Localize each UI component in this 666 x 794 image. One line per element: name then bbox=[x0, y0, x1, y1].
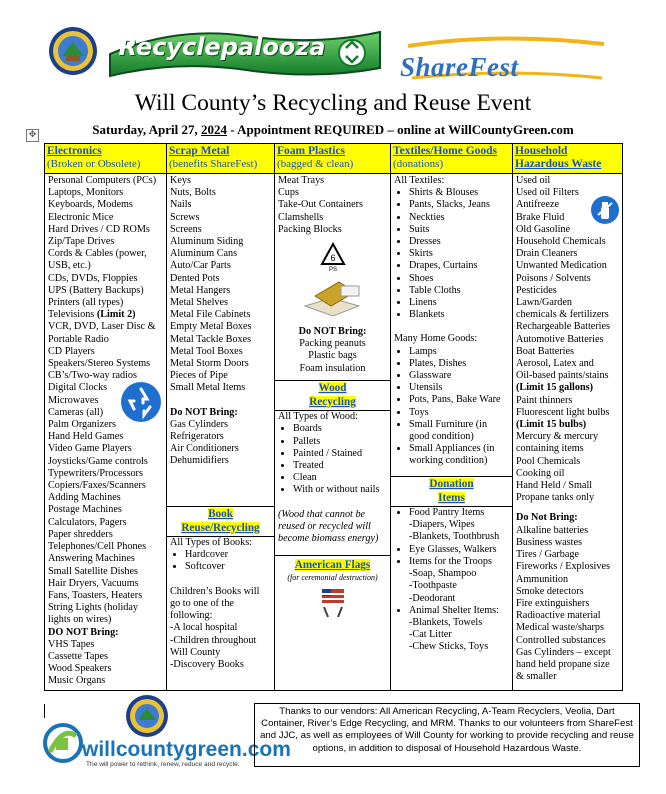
food-pantry-title: Food Pantry Items bbox=[409, 507, 485, 519]
list-item: Cooking oil bbox=[516, 467, 565, 479]
header-textiles bbox=[391, 144, 513, 174]
textiles-cell bbox=[391, 174, 513, 691]
wood-section-title bbox=[275, 381, 390, 396]
list-item: • Pants, Slacks, Jeans bbox=[409, 199, 509, 211]
list-item: Keys bbox=[170, 175, 191, 186]
list-item: Hand Held / Small bbox=[516, 480, 593, 492]
list-item: • Painted / Stained bbox=[293, 448, 387, 460]
list-item: go to one of the bbox=[170, 597, 234, 609]
list-item: Postage Machines bbox=[48, 504, 122, 516]
ps-recycle-symbol-icon bbox=[320, 242, 346, 272]
troops-lines bbox=[409, 568, 509, 605]
list-item: Household Chemicals bbox=[516, 236, 606, 248]
list-item: Calculators, Pagers bbox=[48, 516, 127, 528]
list-item: Smoke detectors bbox=[516, 585, 584, 597]
book-items bbox=[170, 549, 271, 573]
textiles-subtitle: (donations) bbox=[393, 158, 444, 170]
list-item: Fire extinguishers bbox=[516, 597, 590, 609]
list-item: • Neckties bbox=[409, 212, 509, 224]
list-item: -Diapers, Wipes bbox=[409, 519, 475, 531]
list-item: Unwanted Medication bbox=[516, 260, 607, 272]
list-item: Music Organs bbox=[48, 675, 106, 687]
book-intro: All Types of Books: bbox=[170, 537, 253, 549]
list-item: • Toys bbox=[409, 407, 509, 419]
list-item: Alkaline batteries bbox=[516, 524, 589, 536]
list-item: & smaller bbox=[516, 671, 557, 683]
list-item: Keyboards, Modems bbox=[48, 199, 133, 211]
header-hazardous bbox=[513, 144, 623, 174]
list-item bbox=[409, 556, 509, 605]
wood-title-line1: Wood bbox=[318, 381, 347, 394]
list-item: • Shoes bbox=[409, 273, 509, 285]
list-item: • Dresses bbox=[409, 236, 509, 248]
list-item: Medical waste/sharps bbox=[516, 622, 604, 634]
list-item: Packing Blocks bbox=[278, 223, 342, 235]
list-item: Automotive Batteries bbox=[516, 333, 604, 345]
list-item: Refrigerators bbox=[170, 431, 224, 443]
flag-ceremony-icon bbox=[316, 585, 350, 619]
donation-section-title bbox=[391, 477, 512, 492]
list-item: • Shirts & Blouses bbox=[409, 187, 509, 199]
textiles-title: Textiles/Home Goods bbox=[393, 145, 498, 157]
list-item: • Boards bbox=[293, 423, 387, 435]
hazardous-list-2 bbox=[516, 395, 619, 419]
list-item: Drain Cleaners bbox=[516, 248, 578, 260]
tv-limit: (Limit 2) bbox=[96, 309, 136, 321]
list-item: Video Game Players bbox=[48, 443, 132, 455]
book-title-line1: Book bbox=[208, 507, 233, 520]
header-foam-plastics bbox=[275, 144, 391, 174]
list-item: chemicals & fertilizers bbox=[516, 309, 609, 321]
list-item: Pesticides bbox=[516, 284, 557, 296]
list-item: Fireworks / Explosives bbox=[516, 561, 610, 573]
list-item: Speakers/Stereo Systems bbox=[48, 358, 151, 370]
list-item: • Plates, Dishes bbox=[409, 358, 509, 370]
list-item: Antifreeze bbox=[516, 199, 559, 211]
page-title: Will County’s Recycling and Reuse Event bbox=[134, 90, 532, 116]
list-item: Answering Machines bbox=[48, 553, 135, 565]
event-date: Saturday, April 27, bbox=[92, 122, 201, 137]
hazardous-donot-list bbox=[516, 525, 619, 684]
hazardous-title: Household bbox=[515, 145, 568, 157]
list-item: VHS Tapes bbox=[48, 638, 95, 650]
list-item: Joysticks/Game controls bbox=[48, 455, 148, 467]
list-item: Zip/Tape Drives bbox=[48, 236, 115, 248]
list-item: Hard Drives / CD ROMs bbox=[48, 223, 150, 235]
willcountygreen-emblem-icon bbox=[42, 722, 84, 764]
list-item: Mercury & mercury bbox=[516, 431, 599, 443]
hazardous-cell bbox=[513, 174, 623, 691]
home-goods-items bbox=[394, 346, 509, 468]
list-item: Used oil Filters bbox=[516, 187, 579, 199]
list-item: Laptops, Monitors bbox=[48, 187, 124, 199]
list-item: Printers (all types) bbox=[48, 297, 124, 309]
list-item: • Glassware bbox=[409, 370, 509, 382]
list-item: Will County bbox=[170, 646, 221, 658]
foam-packaging-icon bbox=[301, 276, 365, 320]
list-item: -Toothpaste bbox=[409, 580, 457, 592]
list-item: Cords & Cables (power, bbox=[48, 248, 147, 260]
list-item: -Soap, Shampoo bbox=[409, 568, 477, 580]
list-item: • Drapes, Curtains bbox=[409, 260, 509, 272]
list-item: Portable Radio bbox=[48, 333, 109, 345]
hazardous-list-3 bbox=[516, 431, 619, 504]
list-item: • Lamps bbox=[409, 346, 509, 358]
list-item: • Softcover bbox=[185, 561, 271, 573]
foam-donot-list bbox=[278, 338, 387, 375]
list-item: USB, etc.) bbox=[48, 260, 91, 272]
book-section-title-2 bbox=[167, 522, 274, 536]
electronics-list bbox=[48, 175, 163, 309]
limit-15-gallons: (Limit 15 gallons) bbox=[516, 382, 593, 394]
donation-title-line2: Items bbox=[438, 491, 465, 504]
list-item: UPS (Battery Backups) bbox=[48, 284, 144, 296]
donation-title-line1: Donation bbox=[429, 477, 474, 490]
list-item: -Blankets, Toothbrush bbox=[409, 531, 500, 543]
wood-note: (Wood that cannot be reused or recycled will become biomass energy) bbox=[278, 508, 379, 545]
list-item: Nails bbox=[170, 199, 192, 211]
list-item: Copiers/Faxes/Scanners bbox=[48, 480, 146, 492]
list-item: Palm Organizers bbox=[48, 419, 116, 431]
book-lines bbox=[170, 586, 271, 671]
list-item: Fans, Toasters, Heaters bbox=[48, 589, 143, 601]
list-item: • Treated bbox=[293, 460, 387, 472]
list-item: Foam insulation bbox=[299, 362, 366, 374]
list-item: Meat Trays bbox=[278, 175, 325, 186]
list-item: Wood Speakers bbox=[48, 663, 112, 675]
scrap-donot-title: Do NOT Bring: bbox=[170, 406, 238, 418]
list-item: Screws bbox=[170, 211, 200, 223]
list-item: String Lights (holiday bbox=[48, 602, 138, 614]
event-subtitle bbox=[0, 122, 666, 138]
list-item: • Small Furniture (in good condition) bbox=[409, 419, 509, 443]
list-item: • Pallets bbox=[293, 436, 387, 448]
flags-section-title bbox=[275, 556, 390, 573]
list-item: Aerosol, Latex and bbox=[516, 358, 594, 370]
book-section-title bbox=[167, 507, 274, 522]
scrap-list bbox=[170, 175, 271, 395]
ps-label: PS bbox=[328, 267, 337, 273]
hazardous-donot-title: Do Not Bring: bbox=[516, 512, 578, 524]
flags-subtitle: (for ceremonial destruction) bbox=[287, 573, 378, 583]
sharefest-logo-text: ShareFest bbox=[400, 52, 519, 82]
list-item: • Small Appliances (in working condition) bbox=[409, 443, 509, 467]
list-item: • Utensils bbox=[409, 382, 509, 394]
ps-number: 6 bbox=[329, 253, 336, 264]
table-move-handle-icon[interactable]: ✥ bbox=[26, 129, 39, 142]
list-item: Hand Held Games bbox=[48, 431, 124, 443]
wood-title-line2: Recycling bbox=[309, 396, 356, 409]
recyclepalooza-logo-text: Recyclepalooza bbox=[118, 33, 326, 61]
list-item: Dehumidifiers bbox=[170, 455, 229, 467]
list-item: -Cat Litter bbox=[409, 629, 452, 641]
list-item: Digital Clocks bbox=[48, 382, 108, 394]
list-item: Plastic bags bbox=[308, 350, 357, 362]
list-item: Metal Hangers bbox=[170, 284, 231, 296]
wood-intro: All Types of Wood: bbox=[278, 411, 358, 423]
list-item: Cassette Tapes bbox=[48, 650, 108, 662]
list-item: -Discovery Books bbox=[170, 658, 244, 670]
foam-subtitle: (bagged & clean) bbox=[277, 158, 354, 170]
list-item: Air Conditioners bbox=[170, 443, 239, 455]
electronics-title: Electronics bbox=[47, 145, 102, 157]
list-item: • Linens bbox=[409, 297, 509, 309]
flags-title: American Flags bbox=[294, 559, 371, 572]
electronics-donot-list bbox=[48, 639, 163, 688]
list-item: Paint thinners bbox=[516, 394, 573, 406]
recycle-icon bbox=[120, 381, 162, 423]
hazardous-title-2: Hazardous Waste bbox=[515, 158, 602, 170]
list-item: Telephones/Cell Phones bbox=[48, 541, 147, 553]
list-item: Personal Computers (PCs) bbox=[48, 175, 157, 186]
list-item: • Table Cloths bbox=[409, 285, 509, 297]
list-item: • Clean bbox=[293, 472, 387, 484]
list-item: Gas Cylinders bbox=[170, 418, 229, 430]
list-item: Metal File Cabinets bbox=[170, 309, 251, 321]
textile-items bbox=[394, 187, 509, 321]
limit-15-bulbs: (Limit 15 bulbs) bbox=[516, 419, 587, 431]
header-electronics bbox=[45, 144, 167, 174]
scrap-title: Scrap Metal bbox=[169, 145, 230, 157]
list-item: Business wastes bbox=[516, 536, 582, 548]
list-item: Oil-based paints/stains bbox=[516, 370, 609, 382]
list-item: • With or without nails bbox=[293, 484, 387, 496]
list-item: -Children throughout bbox=[170, 634, 257, 646]
list-item: • Pots, Pans, Bake Ware bbox=[409, 394, 509, 406]
list-item: Nuts, Bolts bbox=[170, 187, 216, 199]
list-item: Clamshells bbox=[278, 211, 324, 223]
troops-title: Items for the Troops bbox=[409, 555, 492, 567]
recycling-table bbox=[44, 143, 623, 691]
list-item: -A local hospital bbox=[170, 622, 238, 634]
list-item: Auto/Car Parts bbox=[170, 260, 231, 272]
list-item: Aluminum Cans bbox=[170, 248, 238, 260]
list-item: Microwaves bbox=[48, 394, 99, 406]
header-scrap-metal bbox=[167, 144, 275, 174]
foam-cell bbox=[275, 174, 391, 691]
list-item: Children’s Books will bbox=[170, 585, 260, 597]
list-item: Dented Pots bbox=[170, 272, 220, 284]
list-item: Aluminum Siding bbox=[170, 236, 244, 248]
list-item: -Chew Sticks, Toys bbox=[409, 641, 489, 653]
list-item: • Eye Glasses, Walkers bbox=[409, 544, 509, 556]
list-item: Pieces of Pipe bbox=[170, 370, 228, 382]
list-item: Gas Cylinders – except bbox=[516, 646, 611, 658]
list-item: Screens bbox=[170, 223, 202, 235]
list-item: VCR, DVD, Laser Disc & bbox=[48, 321, 156, 333]
list-item: CB’s/Two-way radios bbox=[48, 370, 137, 382]
list-item: Boat Batteries bbox=[516, 345, 574, 357]
list-item: Small Metal Items bbox=[170, 382, 246, 394]
foam-title: Foam Plastics bbox=[277, 145, 346, 157]
list-item: Lawn/Garden bbox=[516, 297, 573, 309]
list-item: Used oil bbox=[516, 175, 551, 186]
book-title-line2: Reuse/Recycling bbox=[181, 521, 260, 534]
shelter-title: Animal Shelter Items: bbox=[409, 604, 499, 616]
list-item: Typewriters/Processors bbox=[48, 467, 143, 479]
list-item: Empty Metal Boxes bbox=[170, 321, 252, 333]
food-pantry-lines bbox=[409, 519, 509, 543]
list-item: hand held propane size bbox=[516, 658, 610, 670]
electronics-subtitle: (Broken or Obsolete) bbox=[47, 158, 141, 170]
donation-section-title-2 bbox=[391, 492, 512, 506]
list-item: Rechargeable Batteries bbox=[516, 321, 611, 333]
list-item: Radioactive material bbox=[516, 610, 601, 622]
foam-list bbox=[278, 175, 387, 236]
wood-section-title-2 bbox=[275, 396, 390, 410]
donation-items bbox=[394, 507, 509, 653]
shelter-lines bbox=[409, 617, 509, 654]
electronics-cell bbox=[45, 174, 167, 691]
list-item: Old Gasoline bbox=[516, 223, 571, 235]
thank-you-note: Thanks to our vendors: All American Recycling, A-Team Recyclers, Veolia, Dart Container, River’s Edge Recycling, and MRM. Thanks to our volunteers from ShareFest and JJC, as well as employees of Will County for working to provide recycling and reuse options, in addition to disposal of Household Hazardous Waste. bbox=[254, 703, 640, 767]
list-item: Propane tanks only bbox=[516, 492, 595, 504]
list-item: Small Satellite Dishes bbox=[48, 565, 138, 577]
foam-donot-title: Do NOT Bring: bbox=[298, 326, 367, 338]
list-item: containing items bbox=[516, 443, 584, 455]
list-item bbox=[409, 507, 509, 544]
list-item: Brake Fluid bbox=[516, 211, 565, 223]
list-item: • Skirts bbox=[409, 248, 509, 260]
textiles-intro: All Textiles: bbox=[394, 175, 445, 186]
list-item: Paper shredders bbox=[48, 528, 113, 540]
list-item: Cups bbox=[278, 187, 299, 199]
list-item: Metal Tackle Boxes bbox=[170, 333, 252, 345]
list-item: -Blankets, Towels bbox=[409, 616, 483, 628]
list-item: Take-Out Containers bbox=[278, 199, 364, 211]
list-item: Adding Machines bbox=[48, 492, 121, 504]
list-item: • Suits bbox=[409, 224, 509, 236]
list-item: Cameras (all) bbox=[48, 406, 104, 418]
wood-items bbox=[278, 423, 387, 496]
list-item bbox=[409, 605, 509, 654]
list-item: following: bbox=[170, 610, 213, 622]
list-item: Metal Storm Doors bbox=[170, 358, 249, 370]
list-item: -Deodorant bbox=[409, 592, 456, 604]
list-item: CDs, DVDs, Floppies bbox=[48, 272, 138, 284]
list-item: • Blankets bbox=[409, 309, 509, 321]
home-goods-intro: Many Home Goods: bbox=[394, 333, 478, 345]
electronics-list-2 bbox=[48, 321, 163, 626]
scrap-cell bbox=[167, 174, 275, 691]
event-year: 2024 bbox=[201, 122, 227, 137]
scrap-donot-list bbox=[170, 419, 271, 468]
willcountygreen-logo-text: willcountygreen.com bbox=[82, 738, 291, 761]
list-item: Packing peanuts bbox=[299, 338, 366, 350]
willcountygreen-tagline: The will power to rethink, renew, reduce and recycle. bbox=[86, 761, 240, 768]
tv-item: Televisions bbox=[48, 309, 97, 321]
list-item: lights on wires) bbox=[48, 614, 112, 626]
county-seal-small-icon bbox=[125, 694, 169, 738]
spray-bottle-icon bbox=[590, 195, 620, 225]
list-item: Fluorescent light bulbs bbox=[516, 406, 610, 418]
list-item: Metal Tool Boxes bbox=[170, 345, 243, 357]
list-item: Electronic Mice bbox=[48, 211, 114, 223]
list-item: Metal Shelves bbox=[170, 297, 229, 309]
list-item: Hair Dryers, Vacuums bbox=[48, 577, 139, 589]
list-item: • Hardcover bbox=[185, 549, 271, 561]
list-item: Tires / Garbage bbox=[516, 549, 579, 561]
electronics-donot-title: DO NOT Bring: bbox=[48, 626, 119, 638]
list-item: CD Players bbox=[48, 345, 95, 357]
scrap-subtitle: (benefits ShareFest) bbox=[169, 158, 258, 170]
event-appointment-note: - Appointment REQUIRED – online at WillCountyGreen.com bbox=[227, 122, 574, 137]
list-item: Controlled substances bbox=[516, 634, 606, 646]
list-item: Pool Chemicals bbox=[516, 455, 581, 467]
list-item: Ammunition bbox=[516, 573, 569, 585]
text-cursor bbox=[44, 704, 45, 718]
county-seal-icon bbox=[48, 26, 98, 76]
list-item bbox=[48, 309, 163, 321]
list-item: Poisons / Solvents bbox=[516, 272, 591, 284]
